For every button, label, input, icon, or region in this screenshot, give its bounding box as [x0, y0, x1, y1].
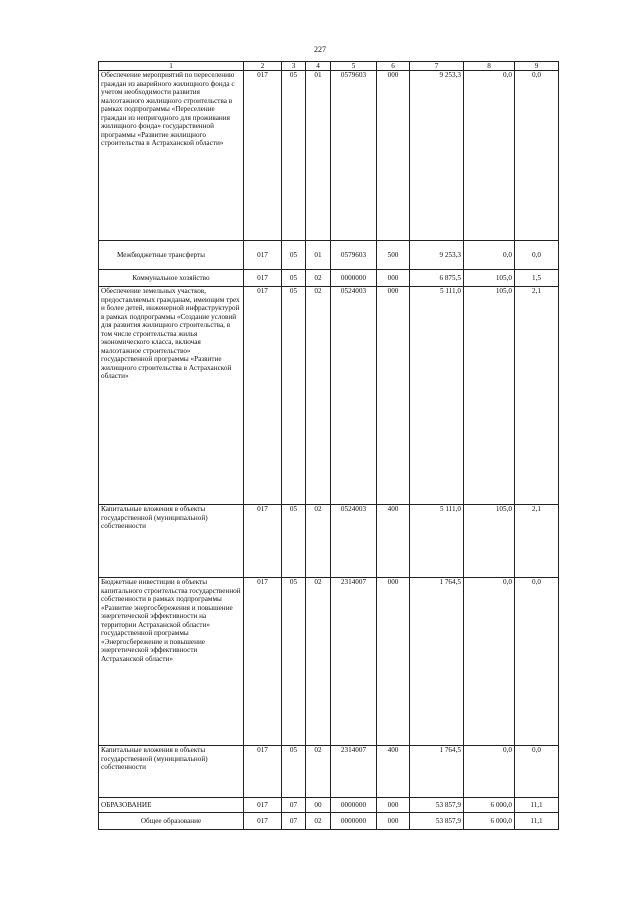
cell-col9: 0,0: [515, 578, 559, 746]
cell-col4: 00: [306, 798, 331, 813]
cell-col7: 53 857,9: [410, 798, 464, 813]
cell-col6: 000: [377, 578, 410, 746]
cell-col8: 0,0: [464, 746, 515, 798]
table-row: [99, 241, 559, 270]
column-header: 3: [282, 62, 306, 71]
cell-col4: 02: [306, 505, 331, 578]
cell-col3: 05: [282, 505, 306, 578]
cell-col2: 017: [244, 241, 282, 270]
cell-col2: 017: [244, 746, 282, 798]
cell-col7: 9 253,3: [410, 241, 464, 270]
cell-col7: 53 857,9: [410, 813, 464, 830]
cell-col5: 0000000: [331, 813, 377, 830]
cell-col5: 0524003: [331, 287, 377, 505]
cell-col3: 07: [282, 798, 306, 813]
cell-col4: 02: [306, 578, 331, 746]
cell-col2: 017: [244, 505, 282, 578]
row-description: Капитальные вложения в объекты государственной (муниципальной) собственности: [99, 505, 244, 578]
cell-col5: 0579603: [331, 71, 377, 241]
table-row: [99, 270, 559, 287]
table-row: [99, 287, 559, 505]
cell-col7: 5 111,0: [410, 287, 464, 505]
cell-col7: 5 111,0: [410, 505, 464, 578]
cell-col2: 017: [244, 270, 282, 287]
column-header: 6: [377, 62, 410, 71]
table-row: [99, 746, 559, 798]
cell-col6: 500: [377, 241, 410, 270]
column-header: 4: [306, 62, 331, 71]
table-row: [99, 798, 559, 813]
cell-col2: 017: [244, 798, 282, 813]
cell-col6: 000: [377, 71, 410, 241]
cell-col5: 0000000: [331, 270, 377, 287]
column-header: 7: [410, 62, 464, 71]
row-description: ОБРАЗОВАНИЕ: [99, 798, 244, 813]
table-row: [99, 578, 559, 746]
cell-col7: 1 764,5: [410, 578, 464, 746]
cell-col5: 0524003: [331, 505, 377, 578]
cell-col4: 02: [306, 270, 331, 287]
row-description: Межбюджетные трансферты: [99, 241, 244, 270]
cell-col4: 01: [306, 241, 331, 270]
cell-col2: 017: [244, 71, 282, 241]
cell-col8: 105,0: [464, 287, 515, 505]
cell-col6: 000: [377, 287, 410, 505]
cell-col3: 05: [282, 287, 306, 505]
cell-col6: 000: [377, 813, 410, 830]
cell-col6: 000: [377, 798, 410, 813]
cell-col9: 11,1: [515, 798, 559, 813]
cell-col5: 0000000: [331, 798, 377, 813]
cell-col5: 2314007: [331, 746, 377, 798]
column-header: 5: [331, 62, 377, 71]
cell-col6: 000: [377, 270, 410, 287]
cell-col9: 0,0: [515, 746, 559, 798]
cell-col8: 6 000,0: [464, 813, 515, 830]
cell-col9: 2,1: [515, 505, 559, 578]
cell-col8: 0,0: [464, 71, 515, 241]
row-description: Обеспечение мероприятий по переселению граждан из аварийного жилищного фонда с учетом необходимости развития малоэтажного жилищного строительства в рамках подпрограммы «Переселение граждан из непригодного для проживания жилищного фонда» государственной программы «Развитие жилищного строительства в Астраханской области»: [99, 71, 244, 241]
row-description: Коммунальное хозяйство: [99, 270, 244, 287]
cell-col2: 017: [244, 813, 282, 830]
cell-col4: 02: [306, 287, 331, 505]
budget-table: [98, 61, 559, 830]
cell-col4: 01: [306, 71, 331, 241]
cell-col9: 11,1: [515, 813, 559, 830]
cell-col8: 105,0: [464, 505, 515, 578]
cell-col8: 105,0: [464, 270, 515, 287]
cell-col2: 017: [244, 578, 282, 746]
page-number: 227: [314, 45, 326, 54]
table-row: [99, 505, 559, 578]
cell-col9: 1,5: [515, 270, 559, 287]
cell-col8: 6 000,0: [464, 798, 515, 813]
cell-col4: 02: [306, 813, 331, 830]
row-description: Обеспечение земельных участков, предоставляемых гражданам, имеющим трех и более детей, инженерной инфраструктурой в рамках подпрограммы «Создание условий для развития жилищного строительства, в том числе строительства жилья экономического класса, включая малоэтажное строительство» государственной программы «Развитие жилищного строительства в Астраханской области»: [99, 287, 244, 505]
cell-col9: 0,0: [515, 241, 559, 270]
cell-col4: 02: [306, 746, 331, 798]
cell-col9: 0,0: [515, 71, 559, 241]
cell-col2: 017: [244, 287, 282, 505]
table-row: [99, 71, 559, 241]
row-description: Бюджетные инвестиции в объекты капитального строительства государственной собственности в рамках подпрограммы «Развитие энергосбережения и повышение энергетической эффективности на территории Астраханской области» государственной программы «Энергосбережение и повышение энергетической эффективности Астраханской области»: [99, 578, 244, 746]
cell-col8: 0,0: [464, 578, 515, 746]
cell-col6: 400: [377, 505, 410, 578]
cell-col5: 0579603: [331, 241, 377, 270]
column-header: 1: [99, 62, 244, 71]
cell-col6: 400: [377, 746, 410, 798]
cell-col3: 05: [282, 270, 306, 287]
row-description: Общее образование: [99, 813, 244, 830]
column-header: 2: [244, 62, 282, 71]
header-row: [99, 62, 559, 71]
cell-col3: 05: [282, 746, 306, 798]
column-header: 9: [515, 62, 559, 71]
cell-col3: 07: [282, 813, 306, 830]
table-row: [99, 813, 559, 830]
cell-col8: 0,0: [464, 241, 515, 270]
cell-col7: 1 764,5: [410, 746, 464, 798]
cell-col9: 2,1: [515, 287, 559, 505]
cell-col3: 05: [282, 71, 306, 241]
cell-col7: 6 875,5: [410, 270, 464, 287]
cell-col3: 05: [282, 241, 306, 270]
cell-col3: 05: [282, 578, 306, 746]
cell-col5: 2314007: [331, 578, 377, 746]
cell-col7: 9 253,3: [410, 71, 464, 241]
row-description: Капитальные вложения в объекты государственной (муниципальной) собственности: [99, 746, 244, 798]
column-header: 8: [464, 62, 515, 71]
